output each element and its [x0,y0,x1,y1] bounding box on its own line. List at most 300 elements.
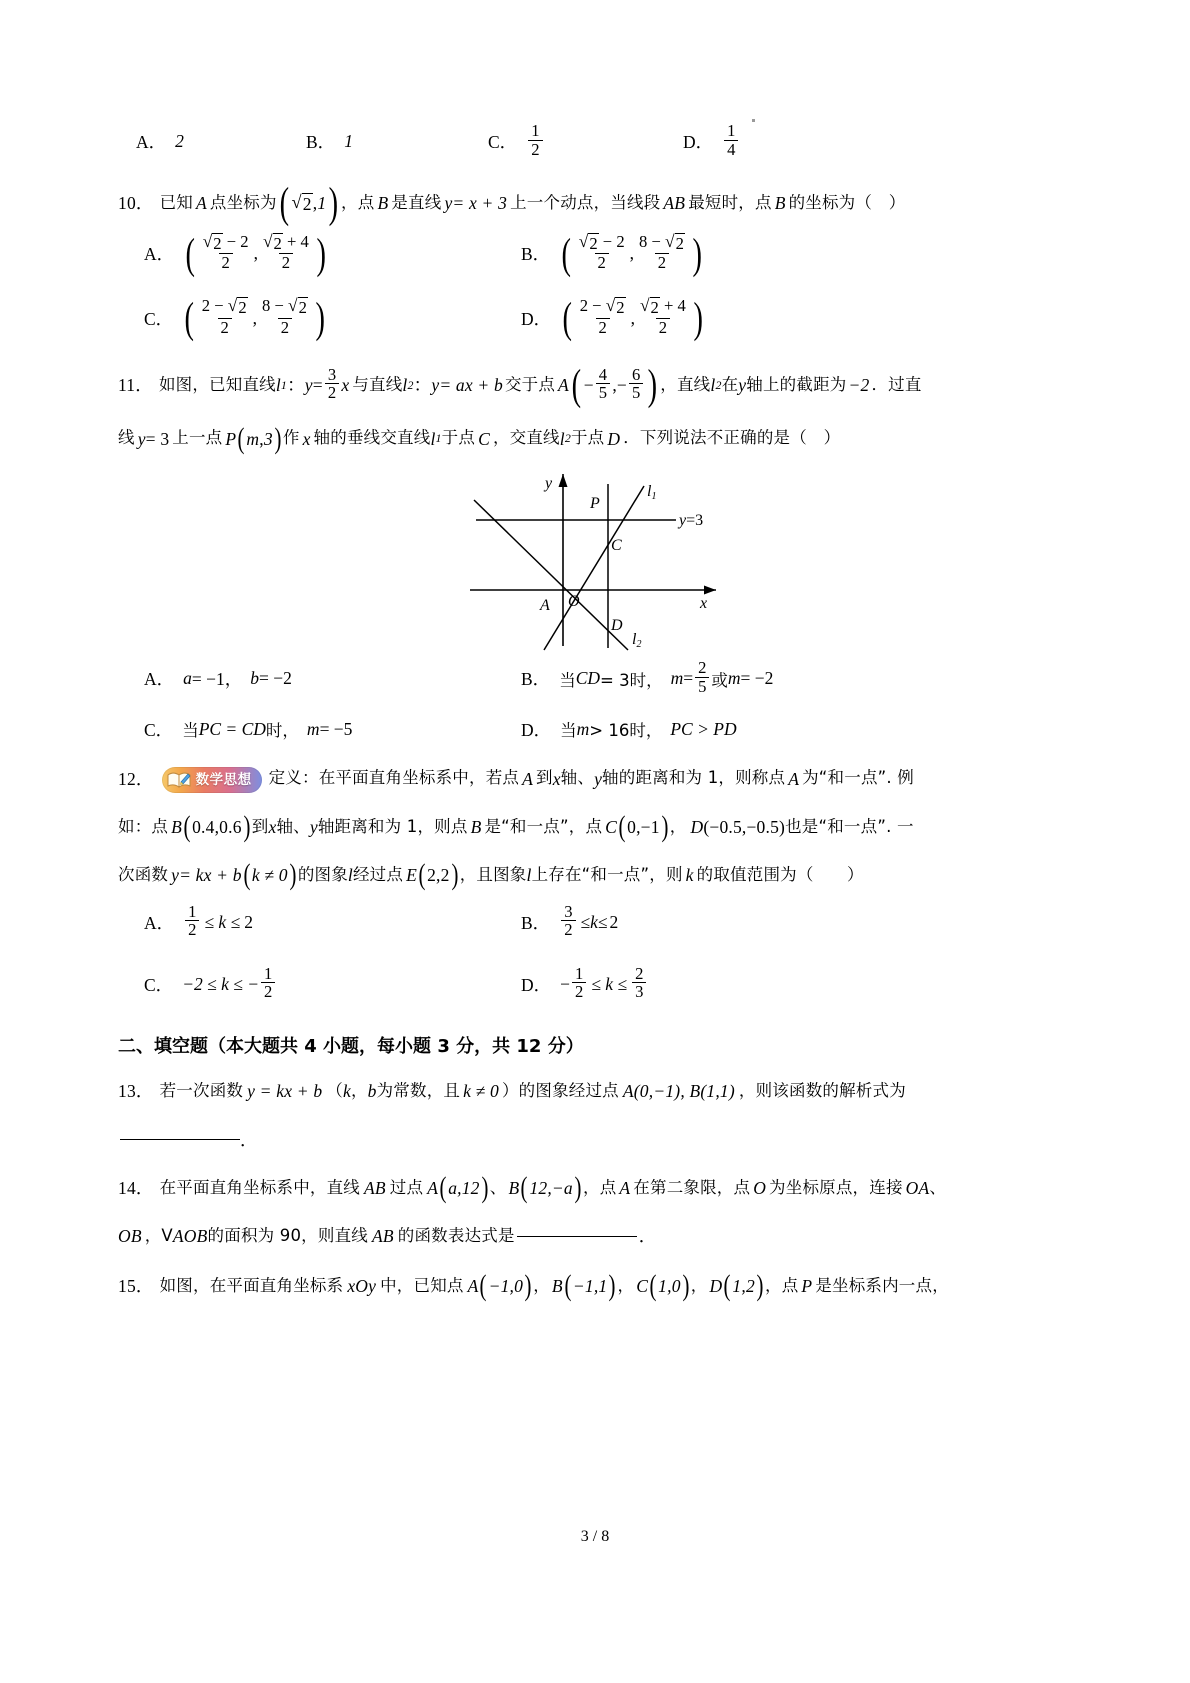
q11-a-comma: , [612,375,617,396]
q10-option-a-comma: , [253,243,258,264]
q14-ab-2: AB [372,1226,394,1247]
q12-option-b-fraction [561,903,575,939]
q12-k-paren-right: ) [289,858,297,892]
q10-paren-left: ( [279,178,289,227]
q10-radicand: 2 [302,193,312,214]
q10-option-d-label: D． [521,308,552,329]
q11-option-d-seg: PC > PD [670,718,737,739]
q10-option-a-x-num: √ 2 − 2 [202,230,249,253]
q11-figure-container [118,458,1078,653]
q13-text-f: ，则该函数的解析式为 [738,1081,906,1101]
q11-option-c-tail: = −5 [319,718,353,739]
q12-option-d-num-1: 1 [575,963,584,983]
q10-text-4: 是直线 [391,192,442,212]
q12-option-b-label: B． [521,912,551,933]
q15-b-coords [563,1269,618,1303]
q10-var-ab: AB [663,193,686,214]
q14-a-pair: a,12 [448,1177,480,1198]
q11-option-b-den: 5 [695,677,709,695]
q11-y1: y [304,375,313,396]
q12-b-paren-right: ) [243,809,251,843]
q12-option-b-den: 2 [561,920,575,938]
q11-point-a: A [558,375,569,396]
q15-a-paren-left: ( [480,1269,488,1303]
q12-options-row-1 [144,901,1078,940]
question-14-stem-line-2 [118,1223,1078,1249]
q11-option-b-tail: = −2 [740,668,774,689]
q13-number: 13． [118,1081,154,1102]
q11-line1-b: 与直线 [352,375,403,395]
q12-option-c[interactable] [144,963,521,1002]
q14-a-paren-left: ( [439,1170,447,1204]
q12-line2b: 到 [251,816,269,836]
q12-x-axis: x [552,768,561,789]
q10-option-b-paren-left: ( [561,229,572,278]
q15-d-paren-left: ( [723,1269,731,1303]
q15-text-c: ， [533,1276,550,1296]
point-p-label: P [590,494,600,512]
q10-option-c-y-num: 8 − √ 2 [262,295,307,318]
q12-line2a: 如：点 [118,816,169,836]
q10-option-d-paren-left: ( [562,294,573,343]
q10-option-c-y-den: 2 [278,318,292,336]
q12-c-pair: 0,−1 [627,816,660,837]
q14-ob: OB [118,1226,142,1247]
q9-options-row [136,121,1078,160]
question-11-stem-line-2 [118,421,1078,455]
q11-option-c-pre: 当 [182,721,199,741]
q13-points: A(0,−1), B(1,1) [622,1081,735,1102]
q11-line2-a: 线 [118,428,135,448]
q14-b-coords [519,1170,583,1204]
q10-text-7: 的坐标为（ ） [788,192,906,212]
q14-text-c: 、 [489,1177,507,1197]
q11-x-axis: x [302,428,311,449]
q13-k-condition: k ≠ 0 [463,1081,499,1102]
question-11-stem-line-1 [118,361,1078,410]
q15-text-b: 中，已知点 [380,1276,464,1296]
q15-b-paren-left: ( [564,1269,572,1303]
q15-number: 15． [118,1276,154,1297]
q11-line2-g: 于点 [570,428,605,448]
q15-a-var: A [467,1276,479,1297]
q11-l2b: l [710,375,716,396]
q10-text-6: 最短时，点 [688,192,772,212]
q11-p-m: m [246,428,260,449]
q12-option-c-label: C． [144,974,174,995]
q12-option-d-den-2: 3 [632,982,646,1000]
q10-options-row-1 [144,229,1078,278]
q11-a-paren-left: ( [571,361,582,410]
q11-line2-e: 于点 [441,428,476,448]
q12-k-paren-left: ( [243,858,251,892]
q13-answer-blank[interactable] [120,1139,240,1140]
q15-b-pair: −1,1 [572,1276,608,1297]
q11-l1: l [275,375,281,396]
q15-c-coords [648,1269,691,1303]
q10-option-b-y-fraction [636,230,688,272]
q11-option-d[interactable] [521,717,737,742]
q15-xoy: xOy [347,1276,377,1297]
q12-option-c-lead: −2 ≤ k ≤ − [182,973,260,994]
q11-line2-d: 轴的垂线交直线 [313,428,431,448]
q11-option-b[interactable] [521,658,774,697]
q11-option-c[interactable] [144,717,521,742]
q11-a-y-fraction [629,366,644,402]
q9-option-b-label: B． [306,132,336,153]
q10-option-a[interactable] [144,229,521,278]
q10-option-c-x-fraction [199,297,251,336]
q11-option-d-mid: > 16时， [589,721,663,741]
q12-option-d-lead: − [560,973,571,994]
q10-option-c-paren-right: ) [315,294,325,343]
q12-e-pair: 2,2 [427,865,450,886]
q11-line2-f: ，交直线 [492,428,560,448]
q10-option-b-x-den: 2 [595,253,609,271]
q11-slope-num: 3 [327,365,337,384]
q11-a-y-den: 5 [629,383,644,401]
q11-line1-g: ．过直 [871,375,922,395]
q11-option-c-label: C． [144,719,174,740]
q10-number: 10． [118,193,154,214]
q12-line2c: 轴、 [276,816,310,836]
q12-y-axis: y [594,768,603,789]
q12-line1e: 为“和一点”. 例 [802,768,914,788]
q15-text-f: ，点 [765,1276,799,1296]
q11-line2-b: 上一点 [172,428,223,448]
q15-a-paren-right: ) [524,1269,532,1303]
q11-option-b-seg: CD [575,668,600,689]
q12-line2d: 轴距离和为 1，则点 [317,816,468,836]
q10-option-c-comma: , [252,307,258,328]
q12-k-cond: k ≠ 0 [251,865,288,886]
q9-option-c-fraction [528,122,542,158]
q10-option-d-x-num: 2 − √ 2 [579,295,625,318]
q11-line2-h: ．下列说法不正确的是（ ） [623,428,841,448]
q12-line3f: 的取值范围为（ ） [696,864,864,884]
q15-d-var: D [709,1276,723,1297]
q11-l2-sub: 2 [407,377,414,392]
q11-coordinate-figure [448,458,748,653]
q9-option-c-label: C． [488,132,518,153]
q12-line2f: ， [669,816,687,836]
q11-option-b-eq: = [683,668,694,689]
q12-e-paren-left: ( [418,858,426,892]
q12-option-d[interactable] [521,963,648,1002]
q12-var-a: A [522,768,533,789]
point-a-label: A [540,596,550,614]
q11-line1-d: ，直线 [660,375,711,395]
line-l2 [474,500,628,650]
q12-k-condition [242,858,298,892]
q12-k-symbol: k [685,865,694,886]
q10-option-a-y-den: 2 [279,253,293,271]
q9-option-d[interactable] [683,121,740,160]
q10-option-d-paren-right: ) [693,294,703,343]
line-l1-label: l1 [647,482,657,502]
q15-p-var: P [801,1276,813,1297]
q9-option-d-label: D． [683,132,714,153]
q11-option-a-var-b: b [250,668,260,689]
q10-option-b-y-den: 2 [655,253,669,271]
q10-var-b2: B [774,193,786,214]
q12-line3e: 上存在“和一点”，则 [531,864,683,884]
q13-k: k [342,1081,351,1102]
q10-option-b-x-fraction [576,230,628,272]
q10-option-a-x-fraction [200,230,252,272]
q14-a-paren-right: ) [481,1170,489,1204]
q10-text-5: 上一个动点，当线段 [510,192,661,212]
q15-d-pair: 1,2 [732,1276,755,1297]
q12-option-d-num-2: 2 [635,963,644,983]
q10-text-3: ，点 [341,192,375,212]
q10-option-a-paren-right: ) [316,229,326,278]
q11-a-x-num: 4 [598,365,608,384]
q15-a-pair: −1,0 [488,1276,524,1297]
q14-a-var: A [427,1177,439,1198]
q13-equation: y = kx + b [247,1081,323,1102]
q11-point-p: P [225,428,237,449]
origin-label: O [568,592,580,610]
q13-text-c: ， [350,1081,368,1101]
q13-text-b: （ [326,1081,343,1101]
q14-line2-c: 的面积为 90，则直线 [207,1225,368,1245]
q11-point-a-coords [569,361,660,410]
q12-line2g: 也是“和一点”. 一 [785,816,914,836]
q11-l2: l [402,375,408,396]
q9-option-d-denominator: 4 [724,140,738,158]
q12-y-axis-2: y [309,816,318,837]
q11-slope-den: 2 [325,383,340,401]
q10-option-b-label: B． [521,244,551,265]
q11-line2-eq: = 3 [145,428,170,449]
q15-text-d: ， [617,1276,635,1296]
q14-ab: AB [364,1177,386,1198]
q11-y2: y [431,375,440,396]
q9-option-a[interactable] [136,124,306,160]
q15-c-var: C [636,1276,649,1297]
q11-option-b-num: 2 [698,658,707,678]
q11-l1-sub: 1 [280,377,288,392]
q11-colon-1: ： [287,375,305,396]
q10-option-d-y-num: √ 2 + 4 [639,295,686,318]
point-c-label: C [611,536,622,554]
q12-option-c-fraction [261,965,275,1001]
q15-c-paren-right: ) [682,1269,690,1303]
q11-line2-c: 作 [282,428,300,448]
q10-option-c-paren-left: ( [184,294,195,343]
q14-text-d: ，点 [583,1177,617,1197]
q10-option-b-y-num: 8 − √ 2 [639,230,684,253]
q9-option-c[interactable] [488,121,683,160]
q11-options-row-1 [144,658,1078,697]
q10-option-c-pair [182,294,327,343]
q12-e-coords [417,858,460,892]
question-10-stem [118,178,1078,227]
q12-option-d-fraction-2 [632,965,646,1001]
q12-line1c: 轴、 [560,768,595,788]
q12-line2e: 是“和一点”，点 [484,816,603,836]
q12-c-paren-right: ) [661,809,669,843]
q11-option-b-or: 或 [711,670,728,690]
q11-a-y-num: 6 [631,365,641,384]
q10-option-c-y-fraction [259,297,311,336]
q14-blank-suffix: ． [638,1226,657,1247]
q11-line1-e: 在 [721,375,739,395]
q11-option-c-m: m [306,718,320,739]
q10-var-a: A [196,193,207,214]
q11-point-c: C [478,428,490,449]
q11-line1-a: 如图，已知直线 [158,375,276,395]
q12-e-paren-right: ) [451,858,459,892]
q12-option-d-den-1: 2 [572,982,586,1000]
q13-text-e: ）的图象经过点 [501,1081,619,1101]
q10-option-d-y-den: 2 [656,318,670,336]
q11-p-paren-left: ( [237,421,245,455]
q14-oa: OA [905,1177,930,1198]
q15-text-a: 如图，在平面直角坐标系 [159,1276,344,1296]
open-book-pencil-icon [166,770,192,790]
q10-eq-y: y [444,193,453,214]
q10-option-d-pair [560,294,705,343]
q12-number: 12． [118,768,154,789]
q12-option-a-fraction [185,903,199,939]
q12-option-d-mid: ≤ k ≤ [591,973,628,994]
q14-aob: AOB [172,1226,208,1247]
q11-a-x-fraction [596,366,611,402]
axis-x-label: x [700,594,708,612]
q10-option-b-comma: , [629,243,635,264]
q11-option-a[interactable] [144,661,521,697]
q11-a-y-minus: − [616,375,627,396]
q12-b-coords [182,809,252,843]
q9-option-c-denominator: 2 [528,140,542,158]
q12-var-c: C [605,816,618,837]
q14-b-paren-left: ( [520,1170,528,1204]
q10-option-b[interactable] [521,229,704,278]
q14-line2-d: 的函数表达式是 [397,1225,515,1245]
q11-l1b: l [430,428,436,449]
q11-a-paren-right: ) [648,361,658,410]
q11-option-a-var-a: a [183,668,192,689]
q11-line1-f: 轴上的截距为 [746,375,847,395]
q11-p-comma: , [259,428,264,449]
q14-text-e: 在第二象限，点 [633,1177,751,1197]
q10-text-2: 点坐标为 [209,192,277,212]
q11-colon-2: ： [413,375,432,396]
q12-b-paren-left: ( [183,809,191,843]
q10-option-d[interactable] [521,294,705,343]
q12-line3a: 次函数 [118,864,169,884]
q11-a-x-den: 5 [596,383,611,401]
q12-line1b: 到 [536,768,553,788]
y-axis-arrow [559,474,568,487]
question-13-stem [118,1078,1078,1104]
badge-label: 数学思想 [195,771,252,788]
q12-option-a-den: 2 [185,920,199,938]
q12-line1d: 轴的距离和为 1，则称点 [602,768,786,788]
q10-option-c[interactable] [144,294,521,343]
q12-option-b[interactable] [521,901,619,940]
q12-var-e: E [406,865,417,886]
q14-text-b: 过点 [389,1177,424,1197]
q9-option-b-value: 1 [344,131,353,152]
q9-option-c-numerator: 1 [531,121,540,141]
page-content [118,120,1078,1303]
q11-option-b-m2: m [727,668,741,689]
q10-option-b-paren-right: ) [692,229,702,278]
q12-line3c: 经过点 [352,864,404,884]
q11-option-b-fraction [695,659,709,695]
q11-option-d-m: m [576,718,590,739]
q10-option-d-y-fraction [637,297,689,336]
q14-b-var: B [508,1177,520,1198]
math-thinking-badge [162,767,262,793]
q12-options-row-2 [144,963,1078,1002]
q11-option-a-value-b: = −2 [259,668,292,689]
q11-option-c-mid: 时， [265,721,299,741]
q15-b-var: B [551,1276,563,1297]
q12-option-b-num: 3 [564,901,573,921]
q11-option-c-seg: PC = CD [198,718,266,739]
q13-blank-suffix: ． [240,1129,258,1150]
line-l2-label: l2 [632,630,642,650]
q10-option-c-x-den: 2 [218,318,232,336]
q9-option-b[interactable] [306,124,488,160]
q11-l2b-sub: 2 [715,377,722,392]
q10-comma: , [312,193,318,214]
q10-option-a-pair [183,229,328,278]
q13-text-d: 为常数，且 [376,1081,461,1101]
q12-var-b: B [171,816,182,837]
question-13-answer-line [120,1127,1078,1153]
q10-sqrt-2: √ 2 [291,191,312,214]
q14-b-paren-right: ) [574,1170,582,1204]
q12-var-b2: B [470,816,482,837]
q11-option-b-pre: 当 [559,670,576,690]
question-12-stem-line-3 [118,858,1078,892]
q12-line3b: 的图象 [297,864,348,884]
q10-option-c-label: C． [144,308,174,329]
q11-a-x-minus: − [583,375,594,396]
q12-option-d-label: D． [521,974,552,995]
q11-option-a-value-a: = −1， [191,669,243,690]
q11-p-3: 3 [263,428,273,449]
q12-var-d: D [690,816,704,837]
q12-line1: 定义：在平面直角坐标系中，若点 [268,768,520,788]
q12-b-x: 0.4 [192,816,215,837]
q11-line2-y: y [137,428,146,449]
q12-option-a-tail: 2 [244,911,253,932]
q12-option-a[interactable] [144,901,521,940]
q15-a-coords [478,1269,533,1303]
q9-option-a-value: 2 [175,131,184,152]
q11-x1: x [341,375,350,396]
q10-paren-right: ) [328,178,339,227]
q14-b-pair: 12,−a [529,1177,573,1198]
q10-option-d-comma: , [630,307,635,328]
axis-y-label: y [545,474,553,492]
q14-answer-blank[interactable] [517,1236,637,1237]
q12-x-axis-2: x [268,816,277,837]
q11-y-axis: y [738,375,747,396]
q15-text-g: 是坐标系内一点， [815,1276,949,1296]
q14-text-a: 在平面直角坐标系中，直线 [159,1177,361,1197]
line-y3-label: y=3 [679,511,704,529]
q12-l-symbol-2: l [526,865,532,886]
q12-option-c-num: 1 [264,963,273,983]
q14-text-g: 、 [929,1177,947,1197]
